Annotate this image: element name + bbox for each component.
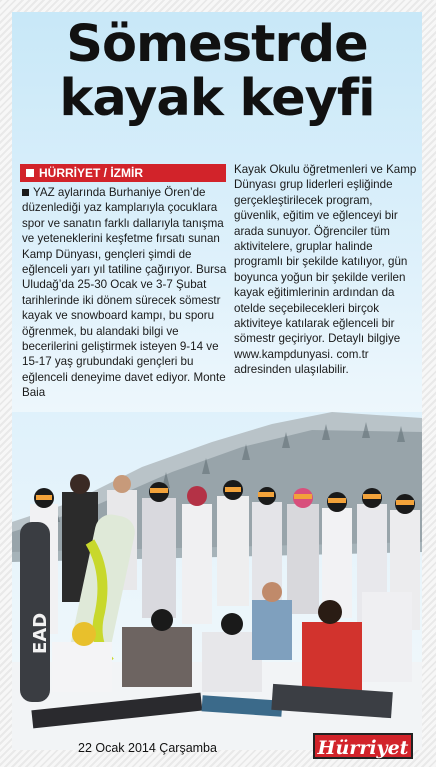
snowboard-brand-text: EAD — [30, 612, 51, 654]
column-1-text: YAZ aylarında Burhaniye Ören’de düzenlediği yaz kamplarıyla çocuklara spor ve sanatın farklı dallarıyla tanışma ve yeteneklerini keşfetme fırsatı sunan Kamp Dünyası, gençleri şimdi de eğlenceli yarı yıl tatiline çağırıyor. Bursa Uludağ’da 25-30 Ocak ve 3-7 Şubat tarihlerinde iki dönem sürecek sömestr kayak ve snowboard kampı, bu sporu öğrenmek, bu alandaki bilgi ve becerilerini geliştirmek isteyen 9-14 ve 15-17 yaş grubundaki gençleri bu eğlenceli deneyime davet ediyor. Monte Baia — [22, 186, 227, 400]
hurriyet-logo: Hürriyet — [313, 733, 413, 759]
byline — [20, 164, 226, 182]
byline-square-icon — [26, 169, 34, 177]
headline-line2: kayak keyfi — [59, 69, 375, 128]
issue-date: 22 Ocak 2014 Çarşamba — [78, 741, 217, 755]
byline-text: HÜRRİYET / İZMİR — [39, 166, 143, 180]
group-ski-photo — [12, 412, 422, 750]
paragraph-bullet-icon — [22, 189, 29, 196]
headline-line1: Sömestrde — [66, 15, 368, 74]
article-column-2: Kayak Okulu öğretmenleri ve Kamp Dünyası grup liderleri eşliğinde gerçekleştirilecek program, güvenlik, eğitim ve eğlenceyi bir arada sunuyor. Öğrenciler tüm aktivitelere, gruplar halinde programlı bir şekilde katılıyor, gün boyunca yoğun bir şekilde verilen kayak eğitimlerinin ardından da otelde seçebilecekleri birçok aktiviteye katılarak eğlenceli bir sömestr geçiriyor. Detaylı bilgiye www.kampdunyasi. com.tr adresinden ulaşılabilir. — [234, 163, 417, 377]
article-column-1 — [22, 185, 230, 401]
article — [12, 12, 422, 750]
headline — [12, 15, 422, 128]
